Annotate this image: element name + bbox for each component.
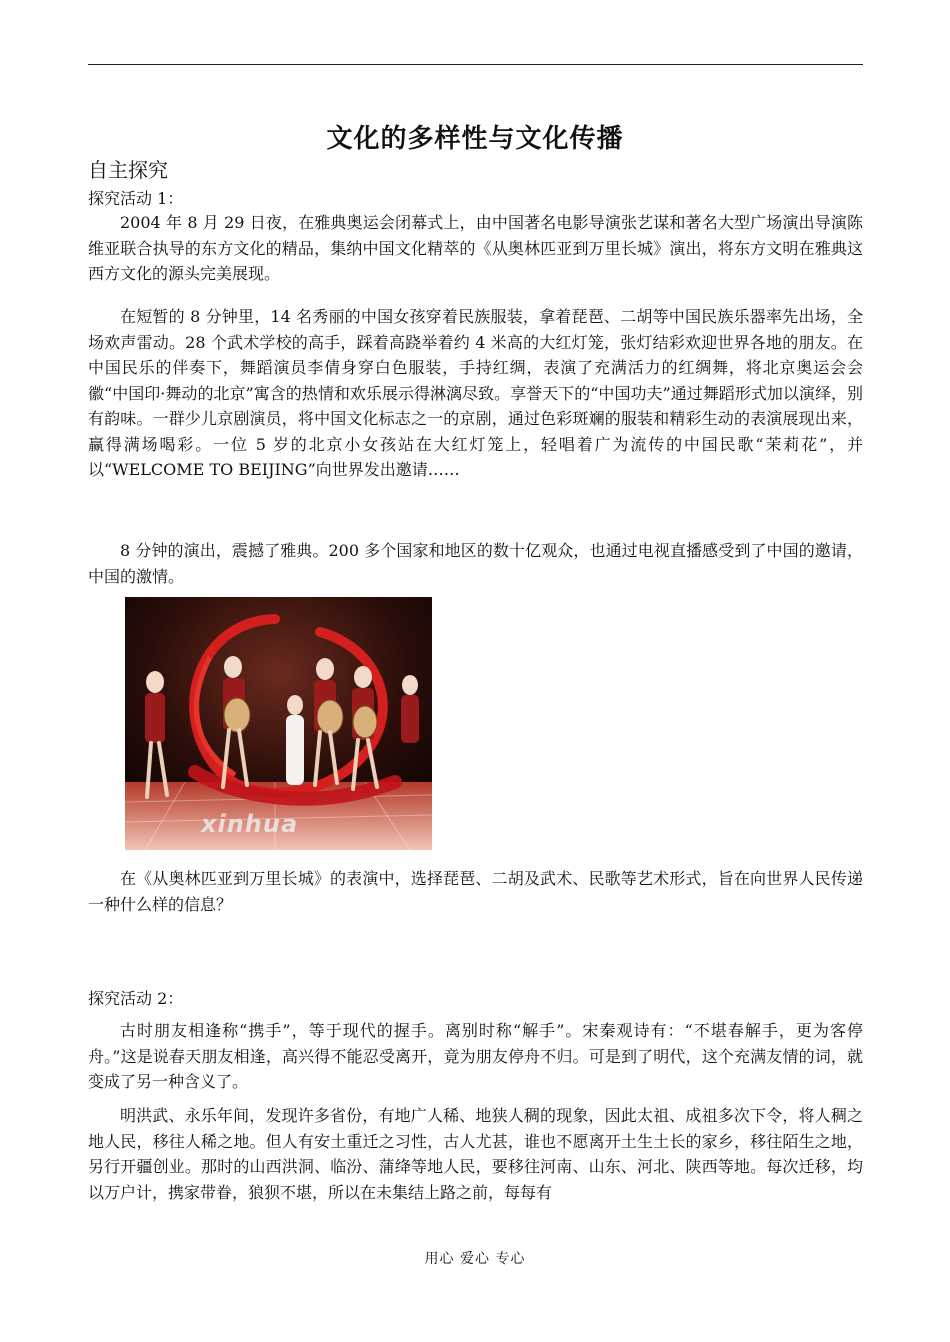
activity-2-label: 探究活动 2：	[88, 989, 184, 1008]
page-title: 文化的多样性与文化传播	[326, 124, 624, 154]
activity-2-paragraph-1: 古时朋友相逢称“携手”，等于现代的握手。离别时称“解手”。宋秦观诗有：“不堪春解手，更为客停舟。”这是说春天朋友相逢，高兴得不能忍受离开，竟为朋友停舟不归。可是到了明代，这个充满友情的词，就变成了另一种含义了。	[88, 1021, 863, 1091]
activity-2-paragraph-2: 明洪武、永乐年间，发现许多省份，有地广人稀、地狭人稠的现象，因此太祖、成祖多次下令，将人稠之地人民，移往人稀之地。但人有安土重迁之习性，古人尤甚，谁也不愿离开土生土长的家乡，移往陌生之地，另行开疆创业。那时的山西洪洞、临汾、蒲绛等地人民，要移往河南、山东、河北、陕西等地。每次迁移，均以万户计，携家带眷，狼狈不堪，所以在未集结上路之前，每每有	[88, 1106, 863, 1202]
activity-1-paragraph-1: 2004 年 8 月 29 日夜，在雅典奥运会闭幕式上，由中国著名电影导演张艺谋和著名大型广场演出导演陈维亚联合执导的东方文化的精品，集纳中国文化精萃的《从奥林匹亚到万里长城》演出，将东方文明在雅典这西方文化的源头完美展现。	[88, 213, 863, 283]
photo-watermark: xinhua	[201, 810, 299, 838]
page-footer: 用心 爱心 专心	[424, 1251, 526, 1267]
activity-1-paragraph-2: 在短暂的 8 分钟里，14 名秀丽的中国女孩穿着民族服装，拿着琵琶、二胡等中国民族乐器率先出场，全场欢声雷动。28 个武术学校的高手，踩着高跷举着约 4 米高的大红灯笼，张灯结彩欢迎世界各地的朋友。在中国民乐的伴奏下，舞蹈演员李倩身穿白色服装，手持红绸，表演了充满活力的红绸舞，将北京奥运会会徽“中国印·舞动的北京”寓含的热情和欢乐展示得淋漓尽致。享誉天下的“中国功夫”通过舞蹈形式加以演绎，别有韵味。一群少儿京剧演员，将中国文化标志之一的京剧，通过色彩斑斓的服装和精彩生动的表演展现出来，赢得满场喝彩。一位 5 岁的北京小女孩站在大红灯笼上，轻唱着广为流传的中国民歌“茉莉花”，并以“WELCOME TO BEIJING”向世界发出邀请……	[88, 307, 863, 479]
activity-1-paragraph-3: 8 分钟的演出，震撼了雅典。200 多个国家和地区的数十亿观众，也通过电视直播感受到了中国的邀请，中国的激情。	[88, 541, 863, 586]
activity-1-question: 在《从奥林匹亚到万里长城》的表演中，选择琵琶、二胡及武术、民歌等艺术形式，旨在向世界人民传递一种什么样的信息？	[88, 869, 863, 914]
header-rule	[88, 64, 863, 65]
activity-1-label: 探究活动 1：	[88, 189, 184, 208]
section-heading: 自主探究	[88, 158, 168, 182]
performance-photo	[125, 597, 432, 850]
